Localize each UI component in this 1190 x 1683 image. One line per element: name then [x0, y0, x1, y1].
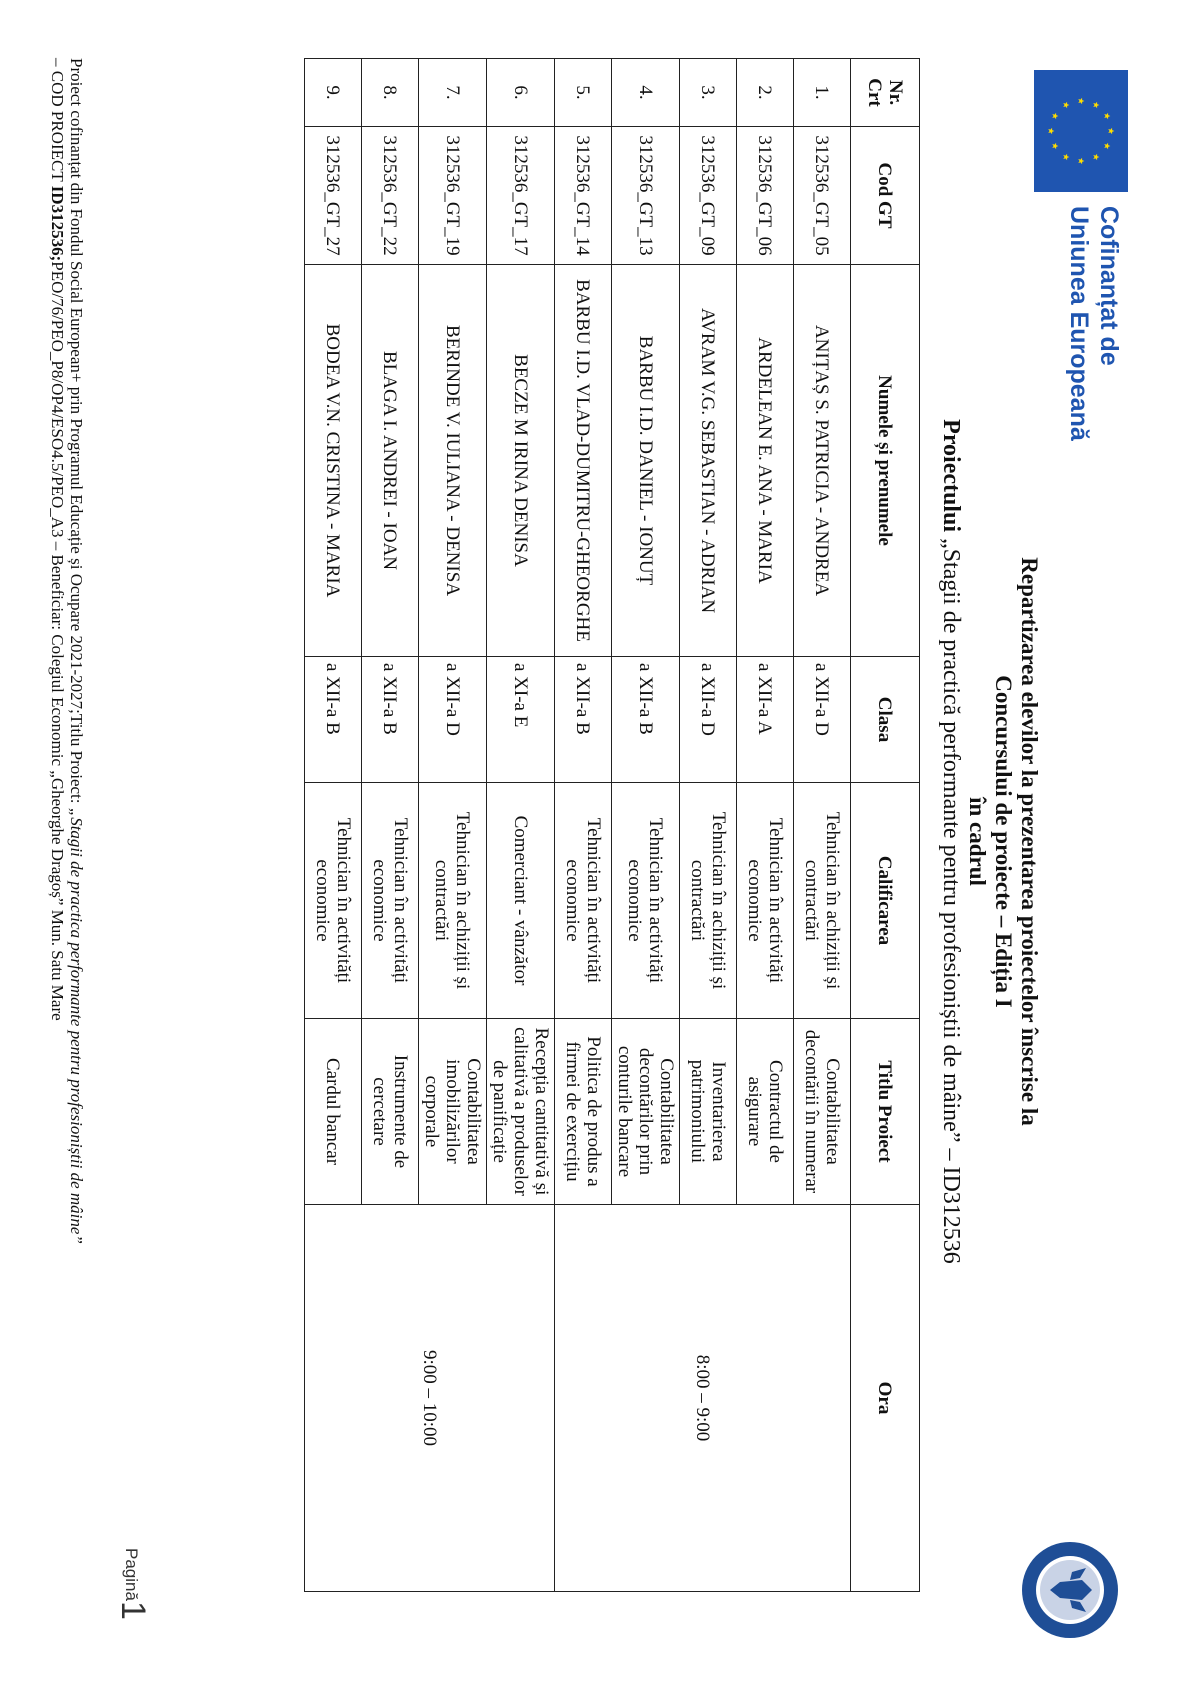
- cell-cod: 312536_GT_14: [555, 127, 612, 265]
- eu-star: [1078, 158, 1084, 164]
- page-number: [113, 1548, 152, 1620]
- cell-clasa: a XII-a B: [555, 657, 612, 783]
- cell-ora-slot-2: 9:00 – 10:00: [305, 1205, 555, 1592]
- cell-nr: 4.: [612, 59, 680, 127]
- cell-name: BARBU I.D. DANIEL - IONUȚ: [612, 265, 680, 657]
- cell-cod: 312536_GT_09: [680, 127, 737, 265]
- eu-stars-icon: [1034, 70, 1128, 192]
- cell-nr: 2.: [737, 59, 794, 127]
- header-cod-gt: Cod GT: [851, 127, 920, 265]
- cell-name: BODEA V.N. CRISTINA - MARIA: [305, 265, 362, 657]
- cell-cod: 312536_GT_05: [794, 127, 851, 265]
- cell-nr: 7.: [419, 59, 487, 127]
- cell-clasa: a XI-a E: [487, 657, 555, 783]
- cell-nr: 8.: [362, 59, 419, 127]
- header-nr: Nr. Crt: [851, 59, 920, 127]
- eu-star: [1093, 102, 1099, 108]
- eu-text-line1: Cofinanțat de: [1095, 206, 1123, 366]
- cell-calificare: Tehnician în activități economice: [737, 783, 794, 1019]
- heading-project-word: Proiectului: [938, 419, 964, 533]
- cell-nr: 3.: [680, 59, 737, 127]
- page-number-value: 1: [114, 1600, 152, 1620]
- cell-calificare: Tehnician în activități economice: [305, 783, 362, 1019]
- page-label: Pagină: [122, 1548, 141, 1601]
- cell-cod: 312536_GT_27: [305, 127, 362, 265]
- footer-note: [48, 58, 86, 1618]
- cell-calificare: Tehnician în activități economice: [362, 783, 419, 1019]
- cell-clasa: a XII-a D: [794, 657, 851, 783]
- cell-titlu-proiect: Contabilitatea decontărilor prin conturile bancare: [612, 1019, 680, 1205]
- footer-line-1: Proiect cofinanțat din Fondul Social European+ prin Programul Educație și Ocupare 2021-2027;Titlu Proiect: „Stagii de practica performante pentru profesioniștii de mâine”: [67, 58, 86, 1244]
- eu-star: [1063, 102, 1069, 108]
- cell-titlu-proiect: Contabilitatea imobilizărilor corporale: [419, 1019, 487, 1205]
- eu-star: [1048, 128, 1054, 134]
- cell-name: BLAGA I. ANDREI - IOAN: [362, 265, 419, 657]
- header-ora: Ora: [851, 1205, 920, 1592]
- cell-cod: 312536_GT_06: [737, 127, 794, 265]
- heading-line-1: Repartizarea elevilor la prezentarea proiectelor înscrise la: [1017, 557, 1042, 1126]
- cell-calificare: Tehnician în achiziții și contractări: [419, 783, 487, 1019]
- table-row: [794, 59, 851, 1592]
- cell-titlu-proiect: Politica de produs a firmei de exercițiu: [555, 1019, 612, 1205]
- eu-text-line2: Uniunea Europeană: [1065, 206, 1093, 441]
- heading-line-2: Concursului de proiecte – Ediția I: [991, 675, 1016, 1008]
- cell-titlu-proiect: Cardul bancar: [305, 1019, 362, 1205]
- cell-nr: 9.: [305, 59, 362, 127]
- eu-star: [1104, 143, 1110, 149]
- cell-name: BECZE M IRINA DENISA: [487, 265, 555, 657]
- footer-line-2: – COD PROIECT ID312536;PEO/76/PEO_P8/OP4/ESO4.5/PEO_A3 – Beneficiar: Colegiul Economic „Gheorghe Dragoș” Mun. Satu Mare: [48, 58, 67, 1021]
- eu-star: [1108, 128, 1114, 134]
- cell-name: BARBU I.D. VLAD-DUMITRU-GHEORGHE: [555, 265, 612, 657]
- cell-titlu-proiect: Contabilitatea decontării în numerar: [794, 1019, 851, 1205]
- cell-name: ARDELEAN E. ANA - MARIA: [737, 265, 794, 657]
- cell-ora-slot-1: 8:00 – 9:00: [555, 1205, 851, 1592]
- eu-cofinancing-text: [1064, 206, 1124, 441]
- cell-clasa: a XII-a A: [737, 657, 794, 783]
- cell-cod: 312536_GT_19: [419, 127, 487, 265]
- student-schedule-table: [304, 58, 920, 1592]
- cell-nr: 5.: [555, 59, 612, 127]
- table-row: [487, 59, 555, 1592]
- eu-star: [1104, 113, 1110, 119]
- cell-nr: 1.: [794, 59, 851, 127]
- cell-nr: 6.: [487, 59, 555, 127]
- eu-star: [1052, 143, 1058, 149]
- cell-calificare: Tehnician în activități economice: [612, 783, 680, 1019]
- cell-calificare: Comerciant - vânzător: [487, 783, 555, 1019]
- cell-cod: 312536_GT_13: [612, 127, 680, 265]
- eu-star: [1052, 113, 1058, 119]
- cell-titlu-proiect: Contractul de asigurare: [737, 1019, 794, 1205]
- cell-cod: 312536_GT_22: [362, 127, 419, 265]
- eu-flag-logo: [1034, 70, 1128, 192]
- header-titlu-proiect: Titlu Proiect: [851, 1019, 920, 1205]
- cell-titlu-proiect: Recepția cantitativă și calitativă a produselor de panificație: [487, 1019, 555, 1205]
- cell-calificare: Tehnician în activități economice: [555, 783, 612, 1019]
- eu-star: [1063, 154, 1069, 160]
- header-clasa: Clasa: [851, 657, 920, 783]
- cell-titlu-proiect: Instrumente de cercetare: [362, 1019, 419, 1205]
- table-header-row: [851, 59, 920, 1592]
- eu-star: [1078, 98, 1084, 104]
- cell-titlu-proiect: Inventarierea patrimoniului: [680, 1019, 737, 1205]
- cell-clasa: a XII-a B: [612, 657, 680, 783]
- cell-name: ANIȚAȘ S. PATRICIA - ANDREA: [794, 265, 851, 657]
- cell-cod: 312536_GT_17: [487, 127, 555, 265]
- heading-project-title: „Stagii de practică performante pentru profesioniștii de mâine” – ID312536: [938, 532, 964, 1264]
- header-nume: Numele și prenumele: [851, 265, 920, 657]
- cell-clasa: a XII-a D: [680, 657, 737, 783]
- header-calificarea: Calificarea: [851, 783, 920, 1019]
- cell-calificare: Tehnician în achiziții și contractări: [680, 783, 737, 1019]
- cell-clasa: a XII-a D: [419, 657, 487, 783]
- cell-clasa: a XII-a B: [305, 657, 362, 783]
- heading-line-4: [938, 0, 964, 1683]
- cell-calificare: Tehnician în achiziții și contractări: [794, 783, 851, 1019]
- eu-star: [1093, 154, 1099, 160]
- heading-line-3: în cadrul: [965, 797, 990, 886]
- cell-clasa: a XII-a B: [362, 657, 419, 783]
- cell-name: BERINDE V. IULIANA - DENISA: [419, 265, 487, 657]
- cell-name: AVRAM V.G. SEBASTIAN - ADRIAN: [680, 265, 737, 657]
